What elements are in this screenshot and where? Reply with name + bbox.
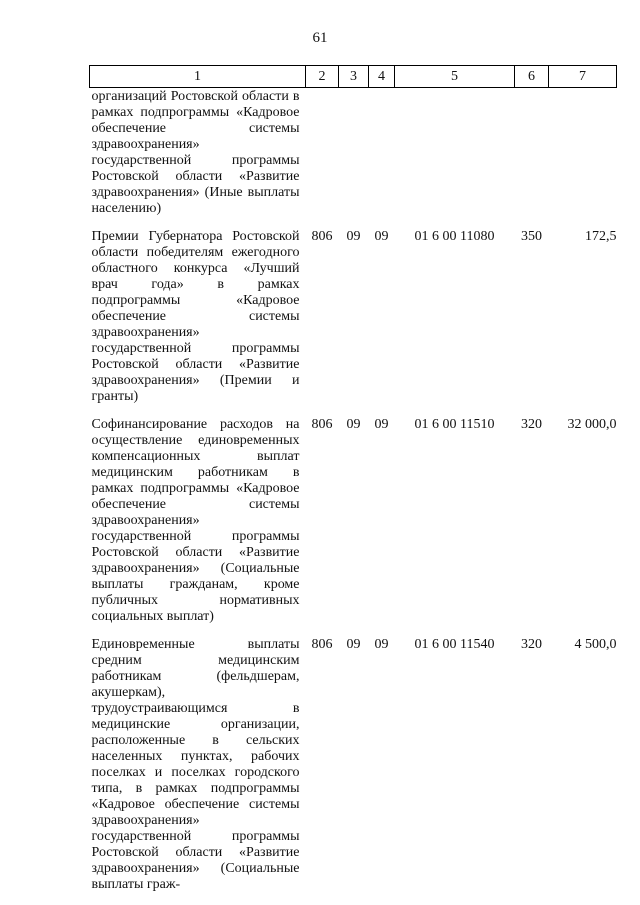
row-section: 09 — [346, 229, 361, 244]
col-header-4: 4 — [369, 66, 395, 88]
row-amount: 172,5 — [585, 229, 617, 244]
row-ministry: 806 — [311, 417, 333, 432]
page-number: 61 — [312, 30, 328, 46]
row-ministry: 806 — [311, 637, 333, 652]
row-target-article: 01 6 00 11510 — [414, 417, 495, 432]
row-subsection: 09 — [374, 229, 389, 244]
col-header-2: 2 — [306, 66, 339, 88]
row-description: организаций Ростовской области в рамках подпрограммы «Кадровое обеспечение системы здравоохранения» государственной программы Ростовской области «Развитие здравоохранения» (Иные выплаты населению) — [91, 89, 300, 216]
row-expense-type: 350 — [521, 229, 542, 244]
col-header-3: 3 — [339, 66, 369, 88]
col-header-6: 6 — [515, 66, 549, 88]
table-row — [90, 631, 617, 899]
row-expense-type: 320 — [521, 637, 542, 652]
table-row — [90, 223, 617, 411]
table-row — [90, 411, 617, 631]
row-subsection: 09 — [374, 637, 389, 652]
row-subsection: 09 — [374, 417, 389, 432]
row-description: Софинансирование расходов на осуществление единовременных компенсационных выплат медицинским работникам в рамках подпрограммы «Кадровое обеспечение системы здравоохранения» государственной программы Ростовской области «Развитие здравоохранения» (Социальные выплаты гражданам, кроме публичных нормативных социальных выплат) — [91, 417, 300, 624]
row-expense-type: 320 — [521, 417, 542, 432]
header-row — [90, 66, 617, 88]
row-amount — [549, 88, 617, 224]
row-description: Премии Губернатора Ростовской области победителям ежегодного областного конкурса «Лучший врач года» в рамках подпрограммы «Кадровое обеспечение системы здравоохранения» государственной программы Ростовской области «Развитие здравоохранения» (Премии и гранты) — [91, 229, 300, 404]
row-expense-type — [515, 88, 549, 224]
col-header-1: 1 — [90, 66, 306, 88]
col-header-7: 7 — [549, 66, 617, 88]
row-ministry: 806 — [311, 229, 333, 244]
row-description: Единовременные выплаты средним медицинским работникам (фельдшерам, акушеркам), трудоустраивающимся в медицинские организации, расположенные в сельских населенных пунктах, рабочих поселках и поселках городского типа, в рамках подпрограммы «Кадровое обеспечение системы здравоохранения» государственной программы Ростовской области «Развитие здравоохранения» (Социальные выплаты граж- — [91, 637, 300, 892]
row-amount: 32 000,0 — [567, 417, 617, 432]
table-row — [90, 88, 617, 224]
row-target-article: 01 6 00 11080 — [414, 229, 495, 244]
budget-table — [89, 65, 617, 899]
row-subsection — [369, 88, 395, 224]
row-amount: 4 500,0 — [574, 637, 617, 652]
col-header-5: 5 — [395, 66, 515, 88]
table-header — [90, 66, 617, 88]
table-body — [90, 88, 617, 900]
row-section — [339, 88, 369, 224]
row-section: 09 — [346, 637, 361, 652]
row-target-article: 01 6 00 11540 — [414, 637, 495, 652]
row-section: 09 — [346, 417, 361, 432]
row-ministry — [306, 88, 339, 224]
row-target-article — [395, 88, 515, 224]
